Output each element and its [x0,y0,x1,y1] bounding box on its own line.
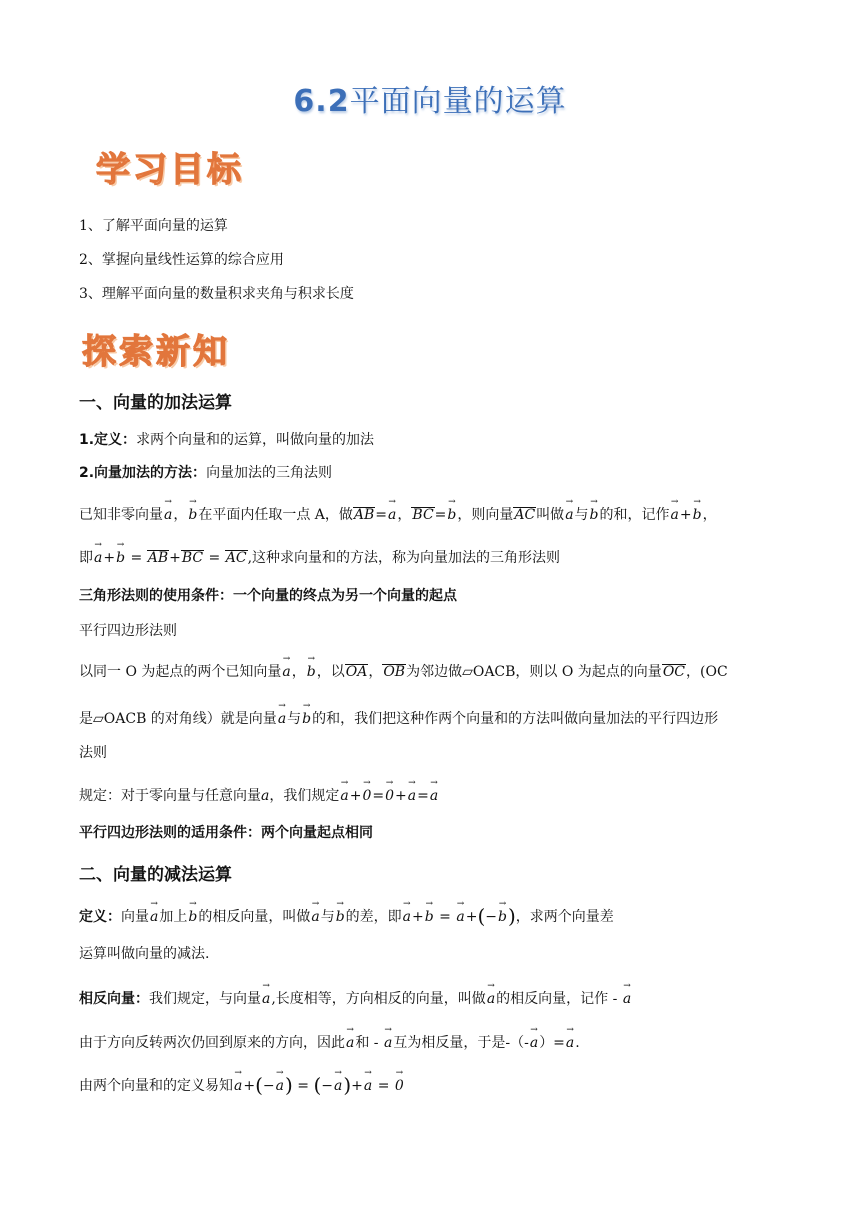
opposite-vector-sum: 由两个向量和的定义易知→ a+(−→ a) = (−→ a)+→ a = → 0 [79,1073,405,1097]
goal-1: 1、了解平面向量的运算 [79,218,228,234]
addition-method: 2.向量加法的方法：向量加法的三角法则 [79,465,333,481]
section-heading-addition: 一、向量的加法运算 [79,393,232,413]
zero-vector-rule: 规定：对于零向量与任意向量a，我们规定→ a+→ 0=→ 0+→ a=→ a [79,785,439,805]
opposite-vector-property: 由于方向反转两次仍回到原来的方向，因此→ a和 - → a互为相反量，于是-（-→ a）=→ a. [79,1032,580,1052]
triangle-rule-formula: 即→ a+→ b = AB+BC = AC,这种求向量和的方法，称为向量加法的三角形法则 [79,547,560,567]
addition-definition: 1.定义：求两个向量和的运算，叫做向量的加法 [79,432,375,448]
goal-3: 3、理解平面向量的数量积求夹角与积求长度 [79,286,354,302]
parallelogram-rule-text-1: 以同一 O 为起点的两个已知向量→ a，→ b，以OA，OB为邻边做▱OACB，则以 O 为起点的向量OC，(OC [79,661,728,681]
subtraction-definition-cont: 运算叫做向量的减法. [79,946,210,962]
opposite-vector-definition: 相反向量：我们规定，与向量→ a,长度相等，方向相反的向量，叫做→ a的相反向量，记作 - → a [79,988,632,1008]
banner-explore: 探索新知 [82,332,230,372]
parallelogram-rule-text-2: 是▱OACB 的对角线）就是向量→ a与→ b的和，我们把这种作两个向量和的方法叫做向量加法的平行四边形 [79,708,718,728]
page-title: 6.2平面向量的运算 [293,84,567,119]
goal-2: 2、掌握向量线性运算的综合应用 [79,252,284,268]
subtraction-definition: 定义：向量→ a加上→ b的相反向量，叫做→ a与→ b的差，即→ a+→ b = → a+(−→ b)，求两个向量差 [79,904,614,928]
triangle-rule-text: 已知非零向量→ a，→ b在平面内任取一点 A，做AB=→ a，BC=→ b，则向量AC叫做→ a与→ b的和，记作→ a+→ b， [79,504,717,524]
banner-learning-goals: 学习目标 [96,150,244,190]
triangle-rule-condition: 三角形法则的使用条件：一个向量的终点为另一个向量的起点 [79,588,457,604]
parallelogram-rule-title: 平行四边形法则 [79,623,177,639]
parallelogram-rule-condition: 平行四边形法则的适用条件：两个向量起点相同 [79,825,373,841]
section-heading-subtraction: 二、向量的减法运算 [79,865,232,885]
parallelogram-rule-text-3: 法则 [79,745,107,761]
